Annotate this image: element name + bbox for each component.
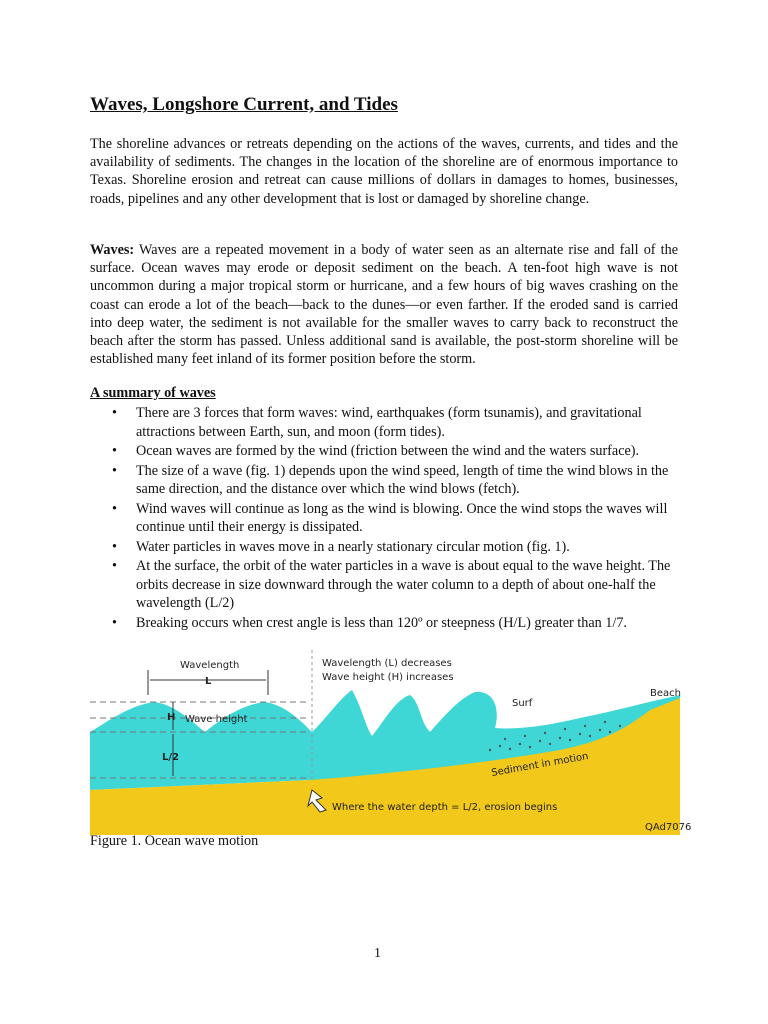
list-item <box>112 500 678 537</box>
list-item-text: The size of a wave (fig. 1) depends upon the wind speed, length of time the wind blows in the same direction, and the distance over which the wind blows (fetch). <box>136 462 669 497</box>
summary-heading: A summary of waves <box>90 385 216 401</box>
L2-label: L/2 <box>162 752 179 763</box>
list-item <box>112 538 678 557</box>
wave-height-label: Wave height <box>185 714 248 725</box>
figure-code-label: QAd7076 <box>645 822 692 833</box>
bullet-icon: • <box>112 462 117 479</box>
list-item-text: At the surface, the orbit of the water particles in a wave is about equal to the wave height. The orbits decrease in size downward through the water column to a depth of about one-half the wavelength (L/2) <box>136 558 671 611</box>
waves-text: Waves are a repeated movement in a body of water seen as an alternate rise and fall of the surface. Ocean waves may erode or deposit sediment on the beach. A ten-foot high wave is not uncommon during a major tropical storm or hurricane, and a few hours of big waves crashing on the coast can erode a lot of the beach—back to the dunes—or even farther. If the eroded sand is carried into deep water, the sediment is not available for the smaller waves to carry back to reconstruct the beach after the storm has passed. Unless additional sand is available, the post-storm shoreline will be established many feet inland of its former position before the storm. <box>90 242 678 368</box>
list-item <box>112 442 678 461</box>
wavelength-decreases-label: Wavelength (L) decreases <box>322 658 452 669</box>
list-item-text: There are 3 forces that form waves: wind, earthquakes (form tsunamis), and gravitational attractions between Earth, sun, and moon (form tides). <box>136 405 642 440</box>
bullet-icon: • <box>112 558 117 574</box>
bullet-icon: • <box>112 500 117 517</box>
beach-label: Beach <box>650 688 681 699</box>
bullet-icon: • <box>112 443 117 459</box>
wavelength-label: Wavelength <box>180 660 240 671</box>
H-label: H <box>167 712 176 723</box>
waves-label: Waves: <box>90 242 135 258</box>
intro-paragraph: The shoreline advances or retreats depending on the actions of the waves, currents, and tides and the availability of sediments. The changes in the location of the shoreline are of enormous importance to Texas. Shoreline erosion and retreat can cause millions of dollars in damages to homes, businesses, roads, pipelines and any other development that is lost or damaged by shoreline change. <box>90 136 678 207</box>
erosion-label: Where the water depth = L/2, erosion begins <box>332 802 558 813</box>
list-item <box>112 614 678 633</box>
list-item-text: Ocean waves are formed by the wind (friction between the wind and the waters surface). <box>136 443 640 459</box>
wave-motion-figure <box>90 650 692 835</box>
wave-height-increases-label: Wave height (H) increases <box>322 672 454 683</box>
page-title: Waves, Longshore Current, and Tides <box>90 94 398 115</box>
page-number: 1 <box>374 946 381 961</box>
list-item <box>112 462 678 499</box>
list-item-text: Wind waves will continue as long as the wind is blowing. Once the wind stops the waves will continue until their energy is dissipated. <box>136 500 668 535</box>
bullet-icon: • <box>112 538 117 555</box>
surf-label: Surf <box>512 698 533 709</box>
list-item <box>112 557 678 613</box>
L-label: L <box>205 676 212 687</box>
bullet-icon: • <box>112 614 117 631</box>
wave-summary-list <box>112 404 678 633</box>
figure-caption: Figure 1. Ocean wave motion <box>90 833 259 849</box>
waves-paragraph <box>90 241 678 368</box>
list-item <box>112 404 678 441</box>
list-item-text: Water particles in waves move in a nearly stationary circular motion (fig. 1). <box>136 538 570 555</box>
bullet-icon: • <box>112 405 117 421</box>
list-item-text: Breaking occurs when crest angle is less than 120º or steepness (H/L) greater than 1/7. <box>136 614 627 631</box>
sediment-label: Sediment in motion <box>490 751 590 779</box>
